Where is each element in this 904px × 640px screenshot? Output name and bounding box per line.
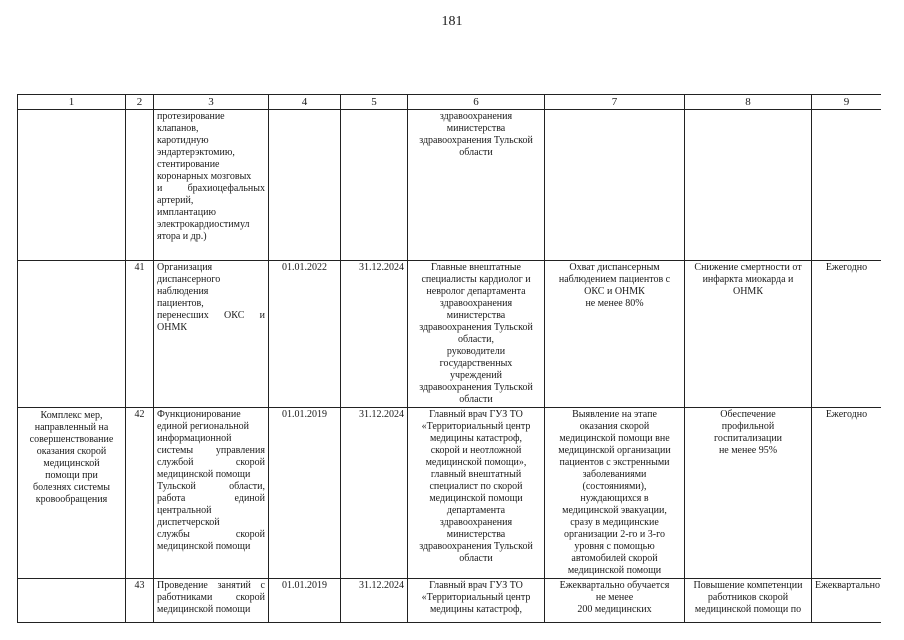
measure-cell [18,579,126,623]
cell-line: Повышение компетенции [693,580,803,591]
cell-word: перенесших [157,310,209,321]
cell-word: Тульской [157,481,196,492]
cell-line: направленный на [34,422,109,433]
cell-line: совершенствование [29,434,114,445]
cell-line: сразу в медицинские [570,517,659,528]
cell-line: диспансерного [157,274,221,285]
cell-word: системы [157,445,194,456]
cell-line: оказания скорой [36,446,107,457]
column-number: 7 [545,95,685,110]
measure-cell [18,261,126,408]
cell-line: «Территориальный центр [421,421,531,432]
cell-line: ОНМК [732,286,763,297]
end-date-cell: 31.12.2024 [341,579,408,623]
cell-line: здравоохранения [439,517,513,528]
end-date-cell: 31.12.2024 [341,408,408,579]
cell-line: единой региональной [157,421,249,432]
cell-line: Организация [157,262,213,273]
cell-line: здравоохранения Тульской [419,382,533,393]
executors-cell [408,579,545,623]
cell-line [157,481,265,493]
cell-line: эндартерэктомию, [157,147,235,158]
cell-word: работниками [157,592,213,603]
row-number-cell: 42 [126,408,154,579]
cell-line: Главный врач ГУЗ ТО [429,409,523,420]
column-number: 8 [685,95,812,110]
measures-table [17,94,881,623]
start-date-cell [269,110,341,261]
cell-line: государственных [439,358,513,369]
cell-line: специалисты кардиолог и [421,274,531,285]
cell-line: специалист по скорой [429,481,523,492]
cell-line: не менее 80% [585,298,644,309]
cell-line: ОКС и ОНМК [584,286,645,297]
cell-line [157,183,265,195]
cell-word: службы [157,529,190,540]
column-number: 3 [154,95,269,110]
page-number: 181 [441,14,463,29]
cell-line: министерства [446,529,506,540]
column-number: 5 [341,95,408,110]
executors-cell [408,261,545,408]
frequency-cell: Ежегодно [812,408,882,579]
cell-line: протезирование [157,111,225,122]
cell-line: оказания скорой [579,421,650,432]
start-date-cell: 01.01.2019 [269,579,341,623]
cell-line: министерства [446,123,506,134]
cell-line: ятора и др.) [157,231,207,242]
row-number-cell: 43 [126,579,154,623]
column-number-row [18,95,882,110]
frequency-cell: Ежегодно [812,261,882,408]
cell-line: скорой и неотложной [430,445,522,456]
start-date-cell: 01.01.2022 [269,261,341,408]
cell-line [157,529,265,541]
cell-line: кровообращения [35,494,108,505]
table-body [18,110,882,623]
cell-line: Ежеквартально обучается [559,580,670,591]
cell-word: и [259,310,265,321]
cell-line: не менее 95% [718,445,778,456]
cell-line: не менее [595,592,634,603]
end-date-cell [341,110,408,261]
table-row [18,261,882,408]
cell-line: медицинской помощи вне [559,433,670,444]
cell-line: медицинской помощи [157,469,251,480]
cell-line: инфаркта миокарда и [702,274,794,285]
cell-word: единой [234,493,265,504]
cell-line: Обеспечение [720,409,776,420]
cell-line: области, [458,334,494,345]
result-cell [685,110,812,261]
cell-line: ОНМК [157,322,188,333]
cell-line [157,310,265,322]
table-row [18,408,882,579]
measure-cell [18,110,126,261]
cell-line: уровня с помощью [574,541,655,552]
activity-cell [154,408,269,579]
cell-word: работа [157,493,186,504]
cell-word: службой [157,457,194,468]
indicator-cell [545,261,685,408]
cell-line: Главный врач ГУЗ ТО [429,580,523,591]
cell-line: медицинской помощи [157,604,251,615]
cell-line: наблюдения [157,286,209,297]
cell-line: медицинской помощи по [694,604,802,615]
cell-line [157,493,265,505]
cell-line: автомобилей скорой [571,553,658,564]
cell-word: скорой [235,529,265,540]
cell-word: скорой [235,592,265,603]
cell-line: области [459,553,493,564]
cell-line: госпитализации [713,433,783,444]
result-cell [685,579,812,623]
cell-line: главный внештатный [430,469,522,480]
cell-line: коронарных мозговых [157,171,252,182]
cell-word: с [260,580,265,591]
cell-line: Снижение смертности от [694,262,802,273]
column-number: 1 [18,95,126,110]
cell-line: «Территориальный центр [421,592,531,603]
cell-line: профильной [721,421,775,432]
measure-cell [18,408,126,579]
row-number-cell: 41 [126,261,154,408]
measures-table-container [17,94,881,640]
cell-line: министерства [446,310,506,321]
cell-word: и [157,183,163,194]
cell-line: здравоохранения Тульской [419,322,533,333]
cell-line: пациентов, [157,298,204,309]
executors-cell [408,408,545,579]
cell-line: организации 2-го и 3-го [564,529,665,540]
cell-line: работников скорой [707,592,789,603]
indicator-cell [545,110,685,261]
cell-line [157,580,265,592]
result-cell [685,261,812,408]
cell-line: области [459,394,493,405]
cell-line: болезнях системы [33,482,110,493]
cell-line: электрокардиостимул [157,219,250,230]
cell-line: Комплекс мер, [40,410,103,421]
cell-word: Проведение [157,580,208,591]
cell-line: Выявление на этапе [572,409,657,420]
cell-line [157,592,265,604]
cell-word: области, [229,481,265,492]
cell-line: медицинской помощи [157,541,251,552]
table-row [18,579,882,623]
indicator-cell [545,408,685,579]
cell-line: медицинской помощи [567,565,662,576]
cell-line: (состояниями), [582,481,647,492]
cell-line: нуждающихся в [580,493,649,504]
table-row [18,110,882,261]
indicator-cell [545,579,685,623]
cell-line [157,457,265,469]
end-date-cell: 31.12.2024 [341,261,408,408]
cell-line: каротидную [157,135,209,146]
cell-line: Главные внештатные [431,262,521,273]
cell-line: помощи при [45,470,98,481]
cell-line: заболеваниями [582,469,647,480]
executors-cell [408,110,545,261]
row-number-cell [126,110,154,261]
cell-line: руководители [446,346,506,357]
cell-line: артерий, [157,195,194,206]
start-date-cell: 01.01.2019 [269,408,341,579]
activity-cell [154,261,269,408]
activity-cell [154,579,269,623]
cell-word: ОКС [224,310,245,321]
frequency-cell: Ежеквартально [812,579,882,623]
column-number: 9 [812,95,882,110]
cell-line: здравоохранения Тульской [419,541,533,552]
result-cell [685,408,812,579]
cell-line [157,445,265,457]
cell-line: здравоохранения Тульской [419,135,533,146]
cell-line: Охват диспансерным [569,262,660,273]
cell-line: здравоохранения [439,298,513,309]
cell-line: центральной [157,505,212,516]
cell-line: медицины катастроф, [429,604,523,615]
cell-line: Функционирование [157,409,241,420]
cell-line: пациентов с экстренными [559,457,670,468]
cell-line: невролог департамента [426,286,526,297]
cell-word: занятий [217,580,251,591]
cell-word: скорой [235,457,265,468]
cell-word: брахиоцефальных [187,183,265,194]
column-number: 6 [408,95,545,110]
cell-line: медицинской [43,458,100,469]
cell-line: учреждений [450,370,502,381]
column-number: 2 [126,95,154,110]
cell-line: имплантацию [157,207,216,218]
cell-line: информационной [157,433,232,444]
cell-line: медицинской помощи [429,493,523,504]
cell-line: клапанов, [157,123,199,134]
column-number: 4 [269,95,341,110]
cell-line: медицинской помощи», [425,457,527,468]
cell-line: медицины катастроф, [429,433,523,444]
cell-word: управления [215,445,265,456]
cell-line: наблюдением пациентов с [558,274,671,285]
activity-cell [154,110,269,261]
cell-line: стентирование [157,159,220,170]
cell-line: здравоохранения [439,111,513,122]
cell-line: департамента [446,505,506,516]
cell-line: области [459,147,493,158]
cell-line: диспетчерской [157,517,220,528]
cell-line: медицинской организации [558,445,671,456]
cell-line: медицинской эвакуации, [562,505,667,516]
cell-line: 200 медицинских [577,604,652,615]
frequency-cell [812,110,882,261]
